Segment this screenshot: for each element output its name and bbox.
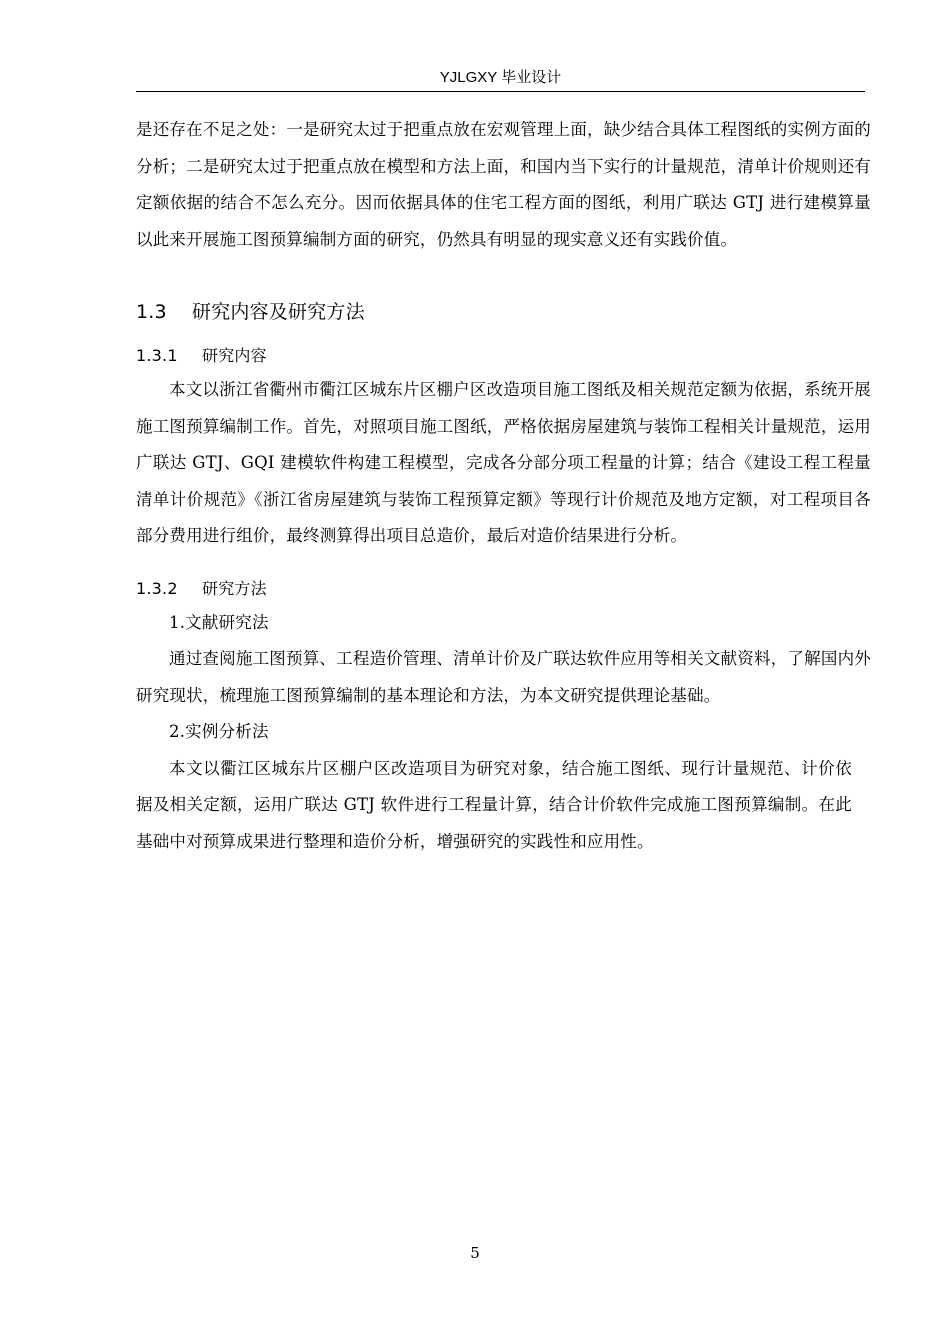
subsection-heading-1-3-1 [136, 344, 871, 368]
subsection-title: 研究方法 [202, 578, 267, 598]
page-header: YJLGXY 毕业设计 [136, 68, 865, 92]
method-2-title: 2.实例分析法 [169, 722, 269, 741]
subsection-number: 1.3.2 [136, 578, 178, 598]
subsection-title: 研究内容 [202, 346, 267, 365]
section-heading-1-3 [136, 298, 871, 326]
section-title: 研究内容及研究方法 [192, 301, 365, 323]
research-content-paragraph: 本文以浙江省衢州市衢江区城东片区棚户区改造项目施工图纸及相关规范定额为依据，系统开展施工图预算编制工作。首先，对照项目施工图纸，严格依据房屋建筑与装饰工程相关计量规范，运用广联达 GTJ、GQI 建模软件构建工程模型，完成各分部分项工程量的计算；结合《建设工程工程量清单计价规范》《浙江省房屋建筑与装饰工程预算定额》等现行计价规范及地方定额，对工程项目各部分费用进行组价，最终测算得出项目总造价，最后对造价结果进行分析。 [136, 380, 871, 545]
page-body [136, 112, 871, 860]
subsection-heading-1-3-2 [136, 577, 871, 601]
intro-continued-paragraph: 是还存在不足之处：一是研究太过于把重点放在宏观管理上面，缺少结合具体工程图纸的实例方面的分析；二是研究太过于把重点放在模型和方法上面，和国内当下实行的计量规范，清单计价规则还有定额依据的结合不怎么充分。因而依据具体的住宅工程方面的图纸，利用广联达 GTJ 进行建模算量以此来开展施工图预算编制方面的研究，仍然具有明显的现实意义还有实践价值。 [136, 120, 871, 249]
page-number: 5 [470, 1244, 480, 1262]
method-2-paragraph: 本文以衢江区城东片区棚户区改造项目为研究对象，结合施工图纸、现行计量规范、计价依据及相关定额，运用广联达 GTJ 软件进行工程量计算，结合计价软件完成施工图预算编制。在此基础中对预算成果进行整理和造价分析，增强研究的实践性和应用性。 [136, 758, 852, 851]
method-1-paragraph: 通过查阅施工图预算、工程造价管理、清单计价及广联达软件应用等相关文献资料，了解国内外研究现状，梳理施工图预算编制的基本理论和方法，为本文研究提供理论基础。 [136, 649, 871, 705]
section-number: 1.3 [136, 301, 167, 323]
subsection-number: 1.3.1 [136, 346, 178, 365]
method-1-title: 1.文献研究法 [169, 612, 269, 632]
